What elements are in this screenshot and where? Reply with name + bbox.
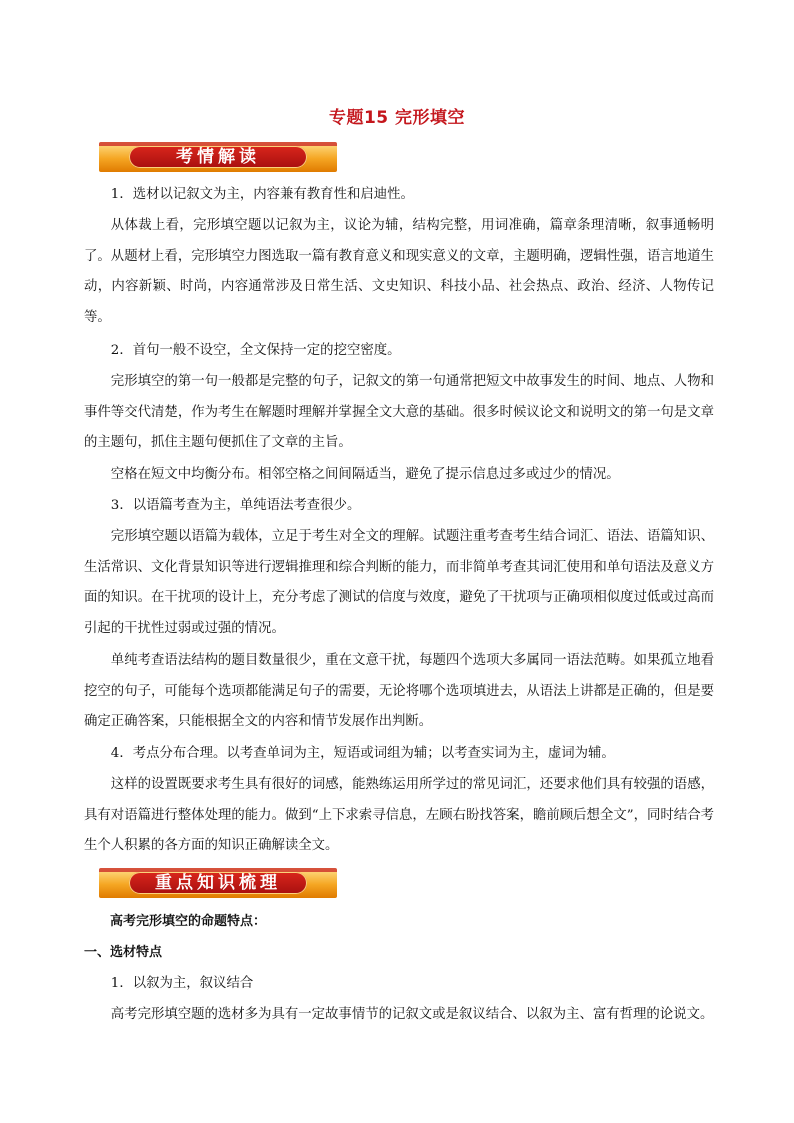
subheading: 高考完形填空的命题特点： (110, 914, 267, 929)
paragraph: 这样的设置既要求考生具有很好的词感，能熟练运用所学过的常见词汇，还要求他们具有较强的语感，具有对语篇进行整体处理的能力。做到“上下求索寻信息，左顾右盼找答案，瞻前顾后想全文”，同时结合考生个人积累的各方面的知识正确解读全文。 (84, 777, 714, 853)
section-banner-key-knowledge (99, 868, 337, 898)
paragraph: 完形填空题以语篇为载体，立足于考生对全文的理解。试题注重考查考生结合词汇、语法、语篇知识、生活常识、文化背景知识等进行逻辑推理和综合判断的能力，而非简单考查其词汇使用和单句语法及意义方面的知识。在干扰项的设计上，充分考虑了测试的信度与效度，避免了干扰项与正确项相似度过低或过高而引起的干扰性过弱或过强的情况。 (84, 529, 714, 636)
paragraph: 3．以语篇考查为主，单纯语法考查很少。 (110, 498, 361, 513)
section-banner-exam-analysis (99, 142, 337, 172)
paragraph: 4．考点分布合理。以考查单词为主，短语或词组为辅；以考查实词为主，虚词为辅。 (110, 746, 615, 761)
paragraph: 完形填空的第一句一般都是完整的句子，记叙文的第一句通常把短文中故事发生的时间、地点、人物和事件等交代清楚，作为考生在解题时理解并掌握全文大意的基础。很多时候议论文和说明文的第一句是文章的主题句，抓住主题句便抓住了文章的主旨。 (84, 374, 714, 450)
paragraph: 2．首句一般不设空，全文保持一定的挖空密度。 (110, 343, 401, 358)
paragraph: 高考完形填空题的选材多为具有一定故事情节的记叙文或是叙议结合、以叙为主、富有哲理的论说文。 (110, 1007, 714, 1022)
paragraph: 1．以叙为主，叙议结合 (110, 976, 254, 991)
paragraph: 1．选材以记叙文为主，内容兼有教育性和启迪性。 (110, 187, 414, 202)
section-heading-exam-analysis: 考情解读 (176, 147, 260, 167)
subheading: 一、选材特点 (84, 945, 163, 960)
section-heading-key-knowledge: 重点知识梳理 (155, 873, 281, 893)
paragraph: 空格在短文中均衡分布。相邻空格之间间隔适当，避免了提示信息过多或过少的情况。 (110, 467, 620, 482)
paragraph: 从体裁上看，完形填空题以记叙为主，议论为辅，结构完整，用词准确，篇章条理清晰，叙事通畅明了。从题材上看，完形填空力图选取一篇有教育意义和现实意义的文章，主题明确，逻辑性强，语言地道生动，内容新颖、时尚，内容通常涉及日常生活、文史知识、科技小品、社会热点、政治、经济、人物传记等。 (84, 218, 714, 325)
page-title: 专题15 完形填空 (328, 108, 466, 128)
paragraph: 单纯考查语法结构的题目数量很少，重在文意干扰，每题四个选项大多属同一语法范畴。如果孤立地看挖空的句子，可能每个选项都能满足句子的需要，无论将哪个选项填进去，从语法上讲都是正确的，但是要确定正确答案，只能根据全文的内容和情节发展作出判断。 (84, 653, 714, 729)
